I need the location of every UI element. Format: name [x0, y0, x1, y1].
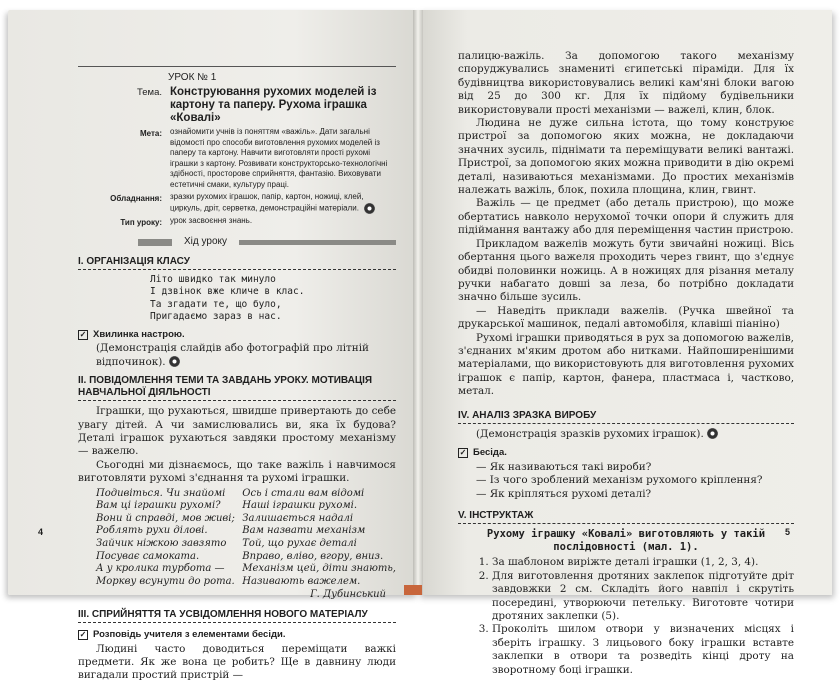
- topic-label: Тема.: [136, 87, 162, 99]
- course-bar-left: [138, 239, 172, 246]
- paragraph: Людині часто доводиться переміщати важкі предмети. Як же вона це робить? Ще в давнину люди вигадали простий пристрій —: [78, 642, 396, 682]
- paragraph: Людина не дуже сильна істота, що тому конструює пристрої за допомогою яких можна, не докладаючи значних зусиль, піднімати та переміщувати великі вантажі. Пристрої, за допомогою яких можна приводити в дію окремі деталі, називаються механізмами. До простих механізмів належать важіль, блок, похила площина, клин, гвинт.: [458, 117, 794, 197]
- section-2-heading: II. ПОВІДОМЛЕННЯ ТЕМИ ТА ЗАВДАНЬ УРОКУ. МОТИВАЦІЯ НАВЧАЛЬНОЇ ДІЯЛЬНОСТІ: [78, 375, 396, 401]
- question: — Із чого зроблений механізм рухомого кріплення?: [476, 474, 763, 487]
- paragraph: Рухомі іграшки приводяться в рух за допомогою важелів, з'єднаних м'яким дротом або нитками. Найпоширенішими матеріалами, що використовують для виготовлення рухомих іграшок є папір, картон, фанера, пластмаса і, частково, метал.: [458, 331, 795, 398]
- step-item: 3. Проколіть шилом отвори у визначених місцях і зберіть іграшку. З лицьового боку іграшки вставте заклепки в отвори та розведіть кінці дроту на зворотному боці іграшки.: [492, 623, 794, 677]
- mood-label: Хвилинка настрою.: [93, 329, 185, 341]
- lesson-type-label: Тип уроку:: [120, 218, 162, 228]
- lesson-number: УРОК № 1: [78, 66, 396, 86]
- paragraph: палицю-важіль. За допомогою такого механізму споруджувались знамениті єгипетські піраміди. Для їх будівництва використовувались великі кам'яні блоки вагою від 25 до 300 кг. Для їх підйому будівельники використовували прості механізми — важелі, клин, блок.: [458, 50, 794, 116]
- goal-row: [78, 127, 396, 190]
- left-page: [8, 10, 418, 682]
- open-book: [8, 10, 832, 682]
- page-number-left: 4: [38, 527, 44, 537]
- section-3-heading: III. СПРИЙНЯТТЯ ТА УСВІДОМЛЕННЯ НОВОГО МАТЕРІАЛУ: [78, 608, 396, 623]
- right-page-content: [458, 50, 794, 677]
- step-item: 2. Для виготовлення дротяних заклепок підготуйте дріт завдовжки 2 см. Складіть його навпіл і скрутіть посередині, утворюючи петельку. Виготовте чотири дротяних заклепки (5).: [492, 570, 794, 624]
- book-spine: [413, 10, 423, 595]
- equipment-value: зразки рухомих іграшок, папір, картон, ножиці, клей, циркуль, дріт, серветка, демонстраційні матеріали.: [170, 192, 364, 213]
- right-page: [418, 10, 832, 676]
- mood-text: (Демонстрація слайдів або фотографій про літній відпочинок).: [96, 342, 369, 368]
- topic-text: Конструювання рухомих моделей із картону та паперу. Рухома іграшка «Ковалі»: [170, 86, 377, 125]
- lesson-type-row: [78, 216, 396, 229]
- checkbox-icon: ✓: [79, 629, 87, 639]
- disc-icon: [707, 428, 718, 439]
- story-note: [78, 628, 396, 641]
- equipment-row: [78, 192, 396, 214]
- lesson-type-text: урок засвоєння знань.: [170, 216, 253, 226]
- poem-author: Г. Дубинський: [310, 589, 386, 601]
- section-5-heading: V. ІНСТРУКТАЖ: [458, 509, 794, 524]
- paragraph: — Наведіть приклади важелів. (Ручка швейної та друкарської машинок, педалі автомобіля, клавіші піаніно): [458, 304, 794, 331]
- step-item: 1. За шаблоном виріжте деталі іграшки (1, 2, 3, 4).: [492, 556, 794, 569]
- disc-icon: [169, 356, 180, 367]
- goal-label: Мета:: [139, 129, 162, 139]
- page-number-right: 5: [784, 527, 790, 537]
- equipment-label: Обладнання:: [110, 194, 162, 204]
- disc-icon: [364, 203, 375, 214]
- equipment-text: [170, 192, 396, 214]
- talk-label: Бесіда.: [473, 447, 507, 459]
- goal-text: ознайомити учнів із поняттям «важіль». Дати загальні відомості про способи виготовлення рухомих моделей із паперу та картону. Навчити виготовляти прості рухомі іграшки з картону. Розвивати конструкторсько-технологічні здібності, просторове сприйняття, фантазію. Виховувати естетичні смаки, культуру праці.: [170, 127, 388, 189]
- talk-note: [458, 446, 794, 459]
- paragraph: Важіль — це предмет (або деталь пристрою), що може обертатись навколо нерухомої точки опори й служить для підіймання вантажу або для переміщення частин пристрою.: [458, 197, 794, 237]
- poem-2-column-2: Ось і стали вам відомі Наші іграшки рухомі. Залишається надалі Вам назвати механізм Той, що рухає деталі Вправо, вліво, вгору, вниз. Механізм цей, діти знають, Називають важелем.: [242, 487, 396, 587]
- story-label: Розповідь учителя з елементами бесіди.: [93, 629, 286, 641]
- poem-2: [78, 488, 396, 589]
- question: — Як кріпляться рухомі деталі?: [476, 487, 652, 500]
- checkbox-icon: ✓: [79, 329, 87, 339]
- course-label: Хід уроку: [184, 236, 228, 248]
- mood-note: [78, 328, 396, 341]
- question: — Як називаються такі вироби?: [476, 460, 652, 473]
- course-heading: [78, 235, 396, 248]
- mood-demo: [78, 342, 396, 369]
- section-1-heading: I. ОРГАНІЗАЦІЯ КЛАСУ: [78, 255, 396, 270]
- cover-edge: [404, 585, 422, 595]
- demo-line: [458, 428, 794, 441]
- section-4-heading: IV. АНАЛІЗ ЗРАЗКА ВИРОБУ: [458, 409, 794, 424]
- paragraph: Іграшки, що рухаються, швидше привертають до себе увагу дітей. А чи замислювались ви, яка їх будова? Деталі іграшок рухаються завдяки простому механізму — важелю.: [78, 405, 396, 458]
- demo-text: (Демонстрація зразків рухомих іграшок).: [476, 427, 704, 440]
- checkbox-icon: ✓: [459, 448, 467, 458]
- paragraph: Сьогодні ми дізнаємось, що таке важіль і навчимося виготовляти рухомі з'єднання та рухомі іграшки.: [78, 458, 396, 485]
- left-page-content: [78, 66, 396, 683]
- topic-row: [78, 86, 396, 125]
- course-line: [239, 240, 396, 245]
- instruction-title: Рухому іграшку «Ковалі» виготовляють у такій послідовності (мал. 1).: [486, 528, 766, 554]
- poem-1: Літо швидко так минуло І дзвінок вже кличе в клас. Та згадати те, що було, Пригадаємо зараз в нас.: [150, 274, 305, 322]
- paragraph: Прикладом важелів можуть бути звичайні ножиці. Вісь обертання цього важеля проходить через гвинт, що з'єднує обидві половинки ножиць. А в ножицях для різання металу ручки набагато довші за леза, бо потрібно докладати значно більше зусиль.: [458, 237, 794, 304]
- poem-2-column-1: Подивіться. Чи знайомі Вам ці іграшки рухомі? Вони й справді, мов живі; Роблять рухи ділові. Зайчик ніжкою завзято Посуває самоката. А у кролика турбота — Моркву всунути до рота.: [96, 487, 235, 587]
- steps-list: [458, 556, 794, 677]
